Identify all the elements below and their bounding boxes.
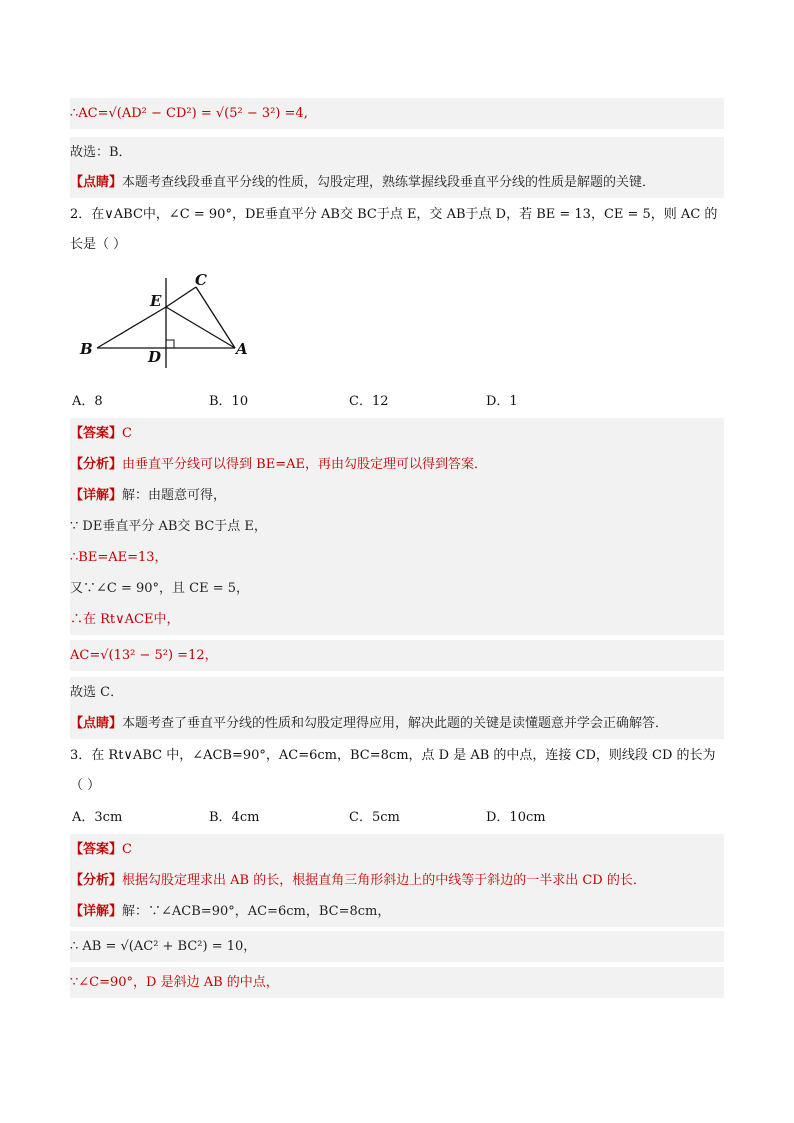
q2-figure — [72, 270, 262, 370]
q1-comment-tag: 【点睛】 — [70, 175, 123, 190]
segment-BE — [97, 307, 166, 348]
q2-analysis-text: 由垂直平分线可以得到 BE=AE，再由勾股定理可以得到答案． — [122, 457, 487, 472]
q2-step-1: ∵ DE垂直平分 AB交 BC于点 E， — [70, 511, 724, 542]
q2-step-4: ∴在 Rt∨ACE中， — [70, 604, 724, 635]
q2-answer-tag: 【答案】 — [70, 426, 123, 441]
q2-stem-line1: 2．在∨ABC中，∠C = 90°，DE垂直平分 AB交 BC于点 E，交 AB于点 D，若 BE = 13，CE = 5，则 AC 的 — [70, 207, 718, 222]
q2-stem-line2: 长是（ ） — [70, 237, 127, 252]
q1-formula: ∴AC=√(AD² − CD²) = √(5² − 3²) =4, — [70, 98, 724, 129]
q3-option-a[interactable]: A．3cm — [72, 810, 123, 825]
q2-comment-text: 本题考查了垂直平分线的性质和勾股定理得应用，解决此题的关键是读懂题意并学会正确解答． — [122, 716, 669, 731]
q3-stem-line1: 3．在 Rt∨ABC 中，∠ACB=90°，AC=6cm，BC=8cm，点 D 是 AB 的中点，连接 CD，则线段 CD 的长为 — [70, 748, 716, 763]
segment-CA — [196, 287, 235, 348]
q2-option-d[interactable]: D．1 — [486, 394, 518, 409]
q2-detail-intro: 解：由题意可得， — [122, 488, 227, 503]
q2-detail — [70, 480, 724, 511]
q2-option-b[interactable]: B．10 — [209, 394, 249, 409]
q1-comment — [70, 167, 724, 198]
q2-option-a[interactable]: A．8 — [72, 394, 103, 409]
q3-option-d[interactable]: D．10cm — [486, 810, 546, 825]
q2-answer — [70, 418, 724, 449]
q3-step-1: ∴ AB = √(AC² + BC²) = 10， — [70, 931, 724, 962]
segment-EA — [166, 307, 235, 348]
q1-comment-text: 本题考查线段垂直平分线的性质，勾股定理，熟练掌握线段垂直平分线的性质是解题的关键． — [122, 175, 656, 190]
q3-answer — [70, 834, 724, 865]
q2-detail-tag: 【详解】 — [70, 488, 123, 503]
q3-analysis — [70, 865, 724, 896]
label-A: A — [236, 340, 248, 358]
q3-answer-value: C — [122, 842, 132, 857]
q3-option-c[interactable]: C．5cm — [349, 810, 400, 825]
q2-option-c[interactable]: C．12 — [349, 394, 389, 409]
label-E: E — [150, 292, 162, 310]
q3-detail-tag: 【详解】 — [70, 904, 123, 919]
q1-choice: 故选：B． — [70, 137, 724, 168]
q3-option-b[interactable]: B．4cm — [209, 810, 260, 825]
q3-step-2: ∵∠C=90°，D 是斜边 AB 的中点， — [70, 967, 724, 998]
right-angle-mark — [166, 340, 174, 348]
q2-analysis — [70, 449, 724, 480]
q2-answer-value: C — [122, 426, 132, 441]
segment-EC — [166, 287, 196, 307]
q3-analysis-text: 根据勾股定理求出 AB 的长，根据直角三角形斜边上的中线等于斜边的一半求出 CD 的长． — [122, 873, 646, 888]
q3-detail — [70, 896, 724, 927]
q2-comment-tag: 【点睛】 — [70, 716, 123, 731]
q3-stem-line2: （ ） — [70, 778, 101, 793]
q2-step-3: 又∵∠C = 90°，且 CE = 5， — [70, 573, 724, 604]
q2-options — [70, 386, 724, 417]
q3-analysis-tag: 【分析】 — [70, 873, 123, 888]
q2-analysis-tag: 【分析】 — [70, 457, 123, 472]
label-B: B — [80, 340, 93, 358]
q3-detail-intro: 解：∵∠ACB=90°，AC=6cm，BC=8cm， — [122, 904, 391, 919]
q2-comment — [70, 708, 724, 739]
q3-answer-tag: 【答案】 — [70, 842, 123, 857]
q2-step-2: ∴BE=AE=13， — [70, 542, 724, 573]
label-C: C — [195, 271, 207, 289]
q2-step-5: AC=√(13² − 5²) =12， — [70, 640, 724, 671]
q2-step-6: 故选 C． — [70, 677, 724, 708]
q3-options — [70, 802, 724, 833]
label-D: D — [148, 348, 162, 366]
